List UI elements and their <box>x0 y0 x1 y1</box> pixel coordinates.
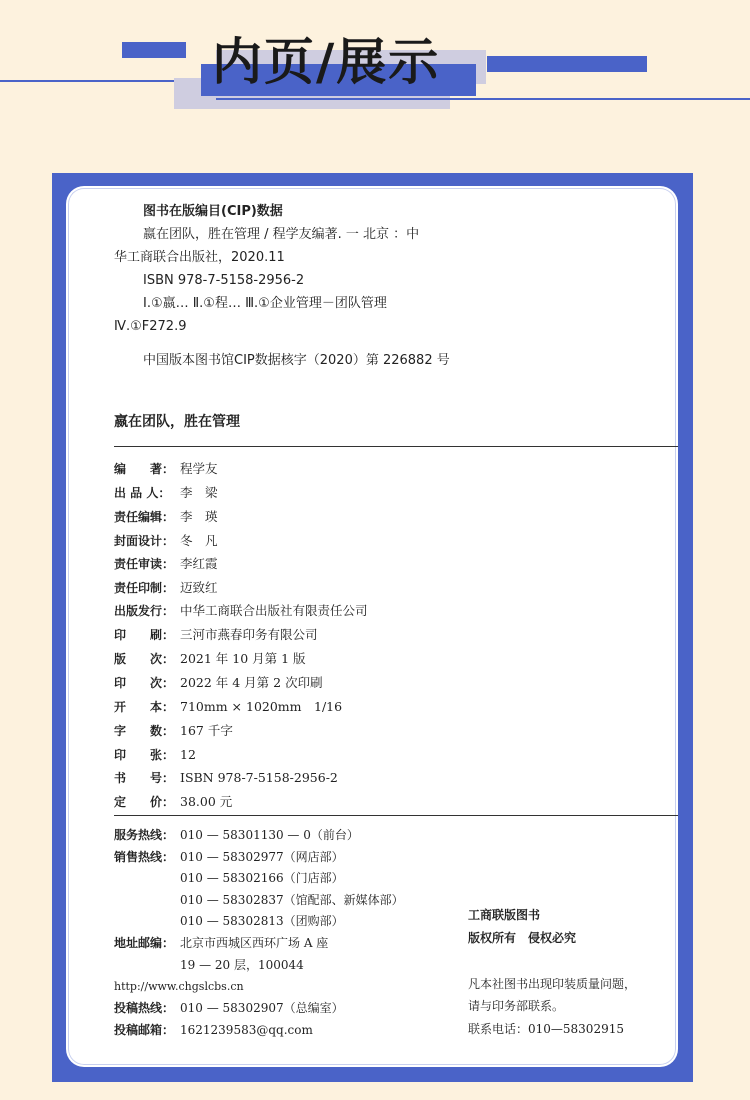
cip-heading: 图书在版编目(CIP)数据 <box>143 204 283 219</box>
credit-label: 责任审读： <box>114 557 175 571</box>
address-line-2: 19 — 20 层，100044 <box>180 958 304 972</box>
credit-label: 印 刷： <box>114 628 175 642</box>
credit-label: 责任印制： <box>114 581 175 595</box>
rights-notice: 版权所有 侵权必究 <box>468 931 577 945</box>
credit-value: 程学友 <box>180 461 218 476</box>
credits-rule <box>114 815 678 816</box>
credit-value: 冬 凡 <box>180 533 218 548</box>
credit-value: 李 梁 <box>180 485 218 500</box>
submission-hotline-label: 投稿热线： <box>114 1001 175 1015</box>
credit-label: 责任编辑： <box>114 510 175 524</box>
credit-value: 2021 年 10 月第 1 版 <box>180 651 306 666</box>
quality-notice-line-1: 凡本社图书出现印装质量问题， <box>468 977 637 991</box>
credit-label: 书 号： <box>114 771 175 785</box>
credit-label: 出版发行： <box>114 604 175 618</box>
credit-label: 定 价： <box>114 795 175 809</box>
cip-line-3: ISBN 978-7-5158-2956-2 <box>143 273 305 288</box>
cip-line-6: 中国版本图书馆CIP数据核字（2020）第 226882 号 <box>143 353 450 368</box>
cip-line-4: Ⅰ.①嬴… Ⅱ.①程… Ⅲ.①企业管理－团队管理 <box>143 296 387 311</box>
quality-notice-line-2: 请与印务部联系。 <box>468 999 565 1013</box>
service-hotline-label: 服务热线： <box>114 828 175 842</box>
credit-value: 李 瑛 <box>180 509 218 524</box>
sales-hotline-value: 010 — 58302813（团购部） <box>180 914 344 928</box>
credit-label: 字 数： <box>114 724 175 738</box>
website-link[interactable]: http://www.chgslcbs.cn <box>114 980 244 993</box>
submission-email-label: 投稿邮箱： <box>114 1023 175 1037</box>
sales-hotline-value: 010 — 58302166（门店部） <box>180 871 344 885</box>
sales-hotline-value: 010 — 58302837（馆配部、新媒体部） <box>180 893 404 907</box>
service-hotline-value: 010 — 58301130 — 0（前台） <box>180 828 359 842</box>
book-title: 嬴在团队，胜在管理 <box>114 414 240 430</box>
title-rule <box>114 446 678 447</box>
header-right-line <box>216 98 750 100</box>
credit-value: 167 千字 <box>180 723 233 738</box>
credit-value: ISBN 978-7-5158-2956-2 <box>180 770 338 785</box>
credit-value: 三河市燕春印务有限公司 <box>180 627 318 642</box>
header-blue-bar-left <box>122 42 186 58</box>
cip-line-5: Ⅳ.①F272.9 <box>114 319 187 334</box>
credit-value: 38.00 元 <box>180 794 233 809</box>
credit-label: 封面设计： <box>114 534 175 548</box>
credit-value: 2022 年 4 月第 2 次印刷 <box>180 675 323 690</box>
credit-value: 12 <box>180 747 196 762</box>
publisher-name: 工商联版图书 <box>468 908 541 922</box>
credit-value: 710mm × 1020mm 1/16 <box>180 699 343 714</box>
credit-label: 印 次： <box>114 676 175 690</box>
credit-value: 迈致红 <box>180 580 218 595</box>
submission-hotline-value: 010 — 58302907（总编室） <box>180 1001 344 1015</box>
submission-email-value[interactable]: 1621239583@qq.com <box>180 1023 313 1037</box>
credit-label: 印 张： <box>114 748 175 762</box>
sales-hotline-label: 销售热线： <box>114 850 175 864</box>
address-label: 地址邮编： <box>114 936 175 950</box>
page-title: 内页/展示 <box>212 32 441 91</box>
cip-line-2: 华工商联合出版社，2020.11 <box>114 250 285 265</box>
sales-hotline-value: 010 — 58302977（网店部） <box>180 850 344 864</box>
credit-label: 开 本： <box>114 700 175 714</box>
credit-label: 出 品 人： <box>114 486 171 500</box>
printing-dept-phone: 联系电话：010—58302915 <box>468 1022 624 1036</box>
credit-value: 李红霞 <box>180 556 218 571</box>
credit-label: 编 著： <box>114 462 175 476</box>
address-line-1: 北京市西城区西环广场 A 座 <box>180 936 329 950</box>
header-blue-bar-right <box>487 56 647 72</box>
credit-value: 中华工商联合出版社有限责任公司 <box>180 603 368 618</box>
cip-line-1: 嬴在团队，胜在管理 / 程学友编著. 一 北京 ：中 <box>143 227 420 242</box>
credit-label: 版 次： <box>114 652 175 666</box>
